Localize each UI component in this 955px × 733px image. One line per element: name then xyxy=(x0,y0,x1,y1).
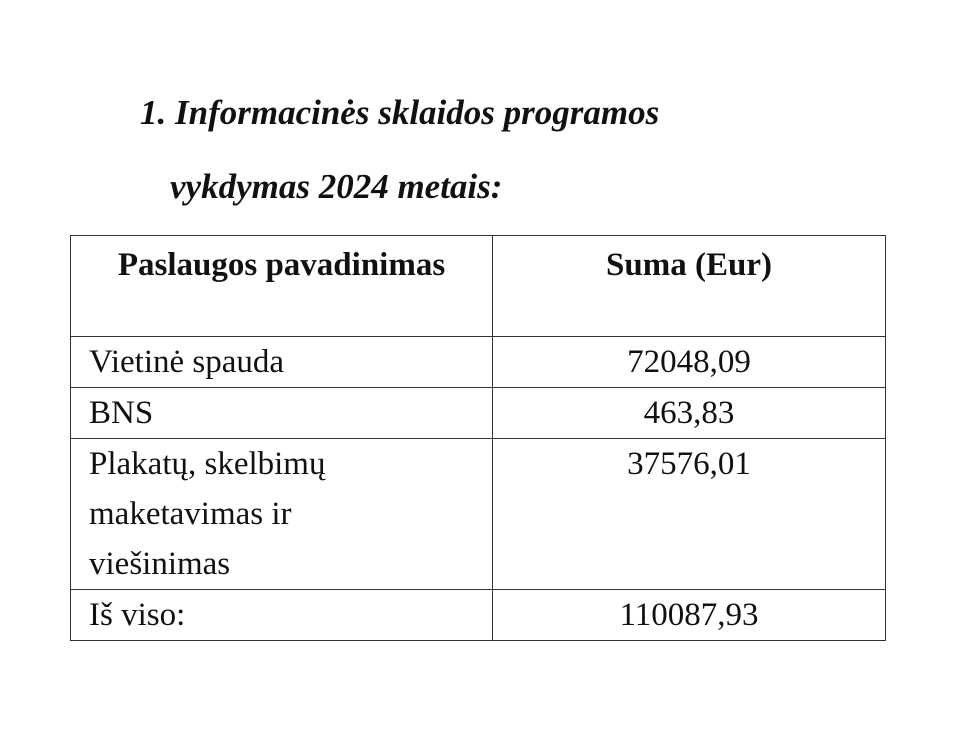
services-table-container xyxy=(70,235,885,641)
total-amount-cell: 110087,93 xyxy=(493,590,886,641)
total-label-cell: Iš viso: xyxy=(71,590,493,641)
table-header-row xyxy=(71,236,886,337)
service-name-cell: BNS xyxy=(71,388,493,439)
service-name-cell: Vietinė spauda xyxy=(71,337,493,388)
table-total-row xyxy=(71,590,886,641)
services-table xyxy=(70,235,886,641)
service-name-cell: Plakatų, skelbimų maketavimas ir viešinimas xyxy=(71,439,493,590)
table-row xyxy=(71,337,886,388)
amount-cell: 37576,01 xyxy=(493,439,886,590)
heading-line-2: vykdymas 2024 metais: xyxy=(170,167,503,206)
column-header-amount: Suma (Eur) xyxy=(493,236,886,337)
amount-cell: 463,83 xyxy=(493,388,886,439)
table-row xyxy=(71,439,886,590)
heading-line-1: 1. Informacinės sklaidos programos xyxy=(140,93,660,132)
amount-cell: 72048,09 xyxy=(493,337,886,388)
table-row xyxy=(71,388,886,439)
column-header-service-name: Paslaugos pavadinimas xyxy=(71,236,493,337)
